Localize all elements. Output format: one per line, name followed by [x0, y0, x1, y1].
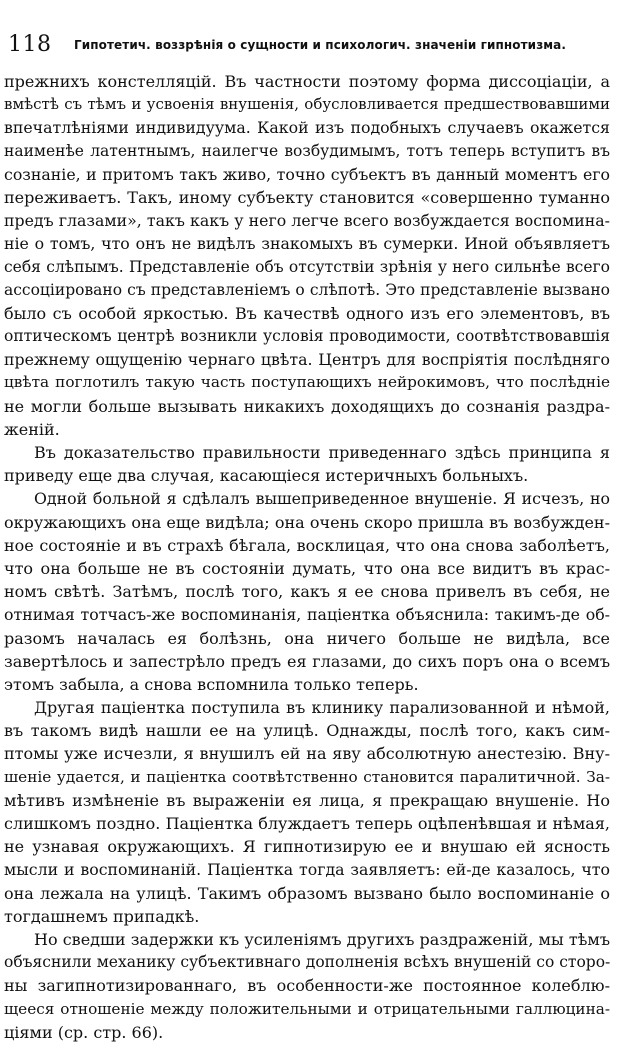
text-line: завертѣлось и запестрѣло предъ ея глазами, до сихъ поръ она о всемъ: [4, 651, 610, 671]
text-line: щееся отношеніе между положительными и отрицательными галлюцина-: [4, 999, 610, 1018]
text-line: слишкомъ поздно. Паціентка блуждаетъ теперь оцѣпенѣвшая и нѣмая,: [4, 814, 610, 833]
running-title: Гипотетич. воззрѣнія о сущности и психологич. значеніи гипнотизма.: [74, 38, 567, 52]
text-line: впечатлѣніями индивидуума. Какой изъ подобныхъ случаевъ окажется: [4, 118, 610, 138]
text-line: ніе о томъ, что онъ не видѣлъ знакомыхъ въ сумерки. Иной объявляетъ: [4, 234, 610, 254]
text-line: ное состояніе и въ страхѣ бѣгала, восклицая, что она снова заболѣетъ,: [4, 535, 610, 555]
text-line: тогдашнемъ припадкѣ.: [4, 906, 200, 926]
text-line: ны загипнотизированнаго, въ особенности-же постоянное колеблю-: [4, 976, 610, 996]
text-line: себя слѣпымъ. Представленіе объ отсутствіи зрѣнія у него сильнѣе всего: [4, 257, 610, 276]
page-header: [8, 32, 606, 58]
text-line: наименѣе латентнымъ, наилегче возбудимымъ, тотъ теперь вступитъ въ: [4, 141, 610, 160]
text-line: прежнихъ констелляцій. Въ частности поэтому форма диссоціаціи, а: [4, 72, 610, 91]
body-text: [4, 70, 610, 1044]
text-line: ассоціировано съ представленіемъ о слѣпотѣ. Это представленіе вызвано: [4, 280, 610, 299]
text-line: отнимая тотчасъ-же воспоминанія, паціентка объяснила: такимъ-де об-: [4, 605, 610, 625]
text-line: приведу еще два случая, касающіеся истеричныхъ больныхъ.: [4, 466, 529, 486]
text-line: не могли больше вызывать никакихъ доходящихъ до сознанія раздра-: [4, 396, 610, 416]
text-line: окружающихъ она еще видѣла; она очень скоро пришла въ возбужден-: [4, 512, 610, 532]
text-line: цвѣта поглотилъ такую часть поступающихъ нейрокимовъ, что послѣдніе: [4, 373, 610, 392]
text-line: птомы уже исчезли, я внушилъ ей на яву абсолютную анестезію. Вну-: [4, 744, 610, 764]
text-line: она лежала на улицѣ. Такимъ образомъ вызвано было воспоминаніе о: [4, 883, 610, 903]
text-line: не узнавая окружающихъ. Я гипнотизирую ее и внушаю ей ясность: [4, 837, 610, 857]
page-number: 118: [8, 32, 52, 57]
text-line: въ такомъ видѣ нашли ее на улицѣ. Однажды, послѣ того, какъ сим-: [4, 721, 610, 741]
text-line: что она больше не въ состояніи думать, что она все видитъ въ крас-: [4, 558, 610, 578]
text-line: номъ свѣтѣ. Затѣмъ, послѣ того, какъ я ее снова привелъ въ себя, не: [4, 582, 610, 602]
text-line: мѣтивъ измѣненіе въ выраженіи ея лица, я прекращаю внушеніе. Но: [4, 790, 610, 810]
text-line: оптическомъ центрѣ возникли условія проводимости, соотвѣтствовавшія: [4, 327, 610, 346]
text-line: сознаніе, и притомъ такъ живо, точно субъектъ въ данный моментъ его: [4, 164, 610, 184]
text-line: предъ глазами», такъ какъ у него легче всего возбуждается воспомина-: [4, 211, 610, 231]
text-line: Въ доказательство правильности приведеннаго здѣсь принципа я: [34, 443, 610, 462]
text-line: переживаетъ. Такъ, иному субъекту становится «совершенно туманно: [4, 187, 610, 207]
text-line: мысли и воспоминаній. Паціентка тогда заявляетъ: ей-де казалось, что: [4, 860, 610, 880]
text-line: женій.: [4, 419, 60, 439]
text-line: прежнему ощущенію чернаго цвѣта. Центръ для воспріятія послѣдняго: [4, 350, 610, 370]
text-line: этомъ забыла, а снова вспомнила только теперь.: [4, 674, 419, 694]
text-line: разомъ началась ея болѣзнь, она ничего больше не видѣла, все: [4, 628, 610, 648]
text-line: было съ особой яркостью. Въ качествѣ одного изъ его элементовъ, въ: [4, 303, 610, 323]
text-line: Одной больной я сдѣлалъ вышеприведенное внушеніе. Я исчезъ, но: [34, 489, 610, 509]
text-line: объяснили механику субъективнаго дополненія всѣхъ внушеній со сторо-: [4, 953, 610, 972]
text-line: вмѣстѣ съ тѣмъ и усвоенія внушенія, обусловливается предшествовавшими: [4, 95, 610, 114]
text-line: ціями (ср. стр. 66).: [4, 1022, 164, 1042]
text-line: Но сведши задержки къ усиленіямъ другихъ раздраженій, мы тѣмъ: [34, 929, 610, 949]
text-line: Другая паціентка поступила въ клинику парализованной и нѣмой,: [34, 698, 610, 718]
text-line: шеніе удается, и паціентка соотвѣтственно становится паралитичной. За-: [4, 767, 610, 786]
